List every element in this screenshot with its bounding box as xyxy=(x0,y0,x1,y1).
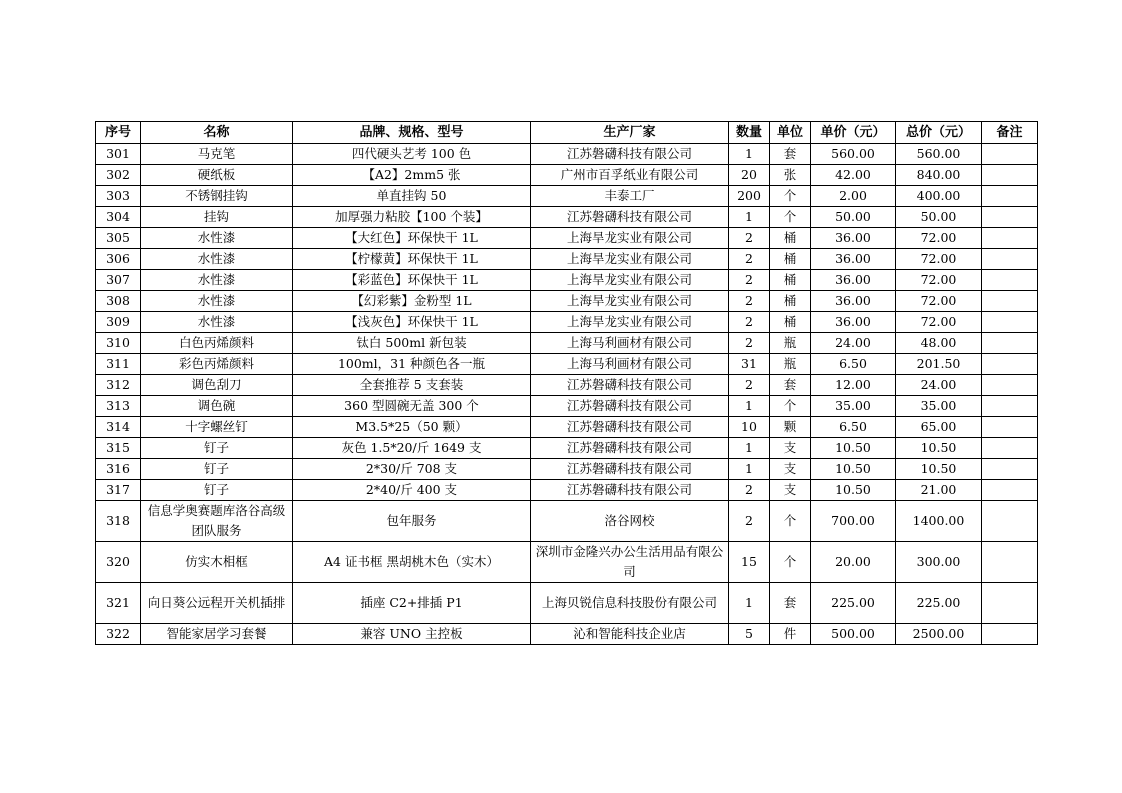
cell-spec: 钛白 500ml 新包装 xyxy=(293,333,531,354)
cell-unit-price: 24.00 xyxy=(811,333,896,354)
cell-unit: 桶 xyxy=(770,228,811,249)
cell-name: 信息学奥赛题库洛谷高级团队服务 xyxy=(141,501,293,542)
cell-index: 314 xyxy=(96,417,141,438)
cell-total-price: 72.00 xyxy=(896,291,982,312)
cell-spec: M3.5*25（50 颗） xyxy=(293,417,531,438)
cell-remarks xyxy=(982,459,1038,480)
cell-quantity: 2 xyxy=(729,312,770,333)
cell-total-price: 72.00 xyxy=(896,312,982,333)
cell-quantity: 31 xyxy=(729,354,770,375)
cell-manufacturer: 深圳市金隆兴办公生活用品有限公司 xyxy=(531,542,729,583)
cell-remarks xyxy=(982,270,1038,291)
procurement-table-sheet xyxy=(95,121,1038,645)
cell-unit: 张 xyxy=(770,165,811,186)
cell-quantity: 20 xyxy=(729,165,770,186)
cell-remarks xyxy=(982,228,1038,249)
cell-manufacturer: 江苏磐礴科技有限公司 xyxy=(531,480,729,501)
cell-total-price: 400.00 xyxy=(896,186,982,207)
cell-remarks xyxy=(982,624,1038,645)
procurement-table xyxy=(95,121,1038,645)
cell-spec: 插座 C2+排插 P1 xyxy=(293,583,531,624)
cell-index: 320 xyxy=(96,542,141,583)
cell-index: 308 xyxy=(96,291,141,312)
cell-name: 挂钩 xyxy=(141,207,293,228)
cell-name: 智能家居学习套餐 xyxy=(141,624,293,645)
cell-spec: 加厚强力粘胶【100 个装】 xyxy=(293,207,531,228)
cell-index: 321 xyxy=(96,583,141,624)
cell-unit: 个 xyxy=(770,542,811,583)
table-row xyxy=(96,165,1038,186)
cell-quantity: 1 xyxy=(729,144,770,165)
cell-index: 307 xyxy=(96,270,141,291)
cell-remarks xyxy=(982,333,1038,354)
cell-remarks xyxy=(982,542,1038,583)
cell-unit: 瓶 xyxy=(770,333,811,354)
cell-remarks xyxy=(982,186,1038,207)
cell-unit: 桶 xyxy=(770,291,811,312)
cell-spec: 【彩蓝色】环保快干 1L xyxy=(293,270,531,291)
cell-remarks xyxy=(982,249,1038,270)
cell-index: 322 xyxy=(96,624,141,645)
table-row xyxy=(96,291,1038,312)
header-unit: 单位 xyxy=(770,122,811,144)
cell-manufacturer: 江苏磐礴科技有限公司 xyxy=(531,207,729,228)
cell-total-price: 21.00 xyxy=(896,480,982,501)
cell-manufacturer: 上海旱龙实业有限公司 xyxy=(531,249,729,270)
cell-remarks xyxy=(982,165,1038,186)
cell-spec: 全套推荐 5 支套装 xyxy=(293,375,531,396)
cell-name: 十字螺丝钉 xyxy=(141,417,293,438)
cell-spec: 包年服务 xyxy=(293,501,531,542)
cell-index: 309 xyxy=(96,312,141,333)
cell-index: 315 xyxy=(96,438,141,459)
header-quantity: 数量 xyxy=(729,122,770,144)
table-row xyxy=(96,270,1038,291)
cell-total-price: 840.00 xyxy=(896,165,982,186)
cell-manufacturer: 江苏磐礴科技有限公司 xyxy=(531,375,729,396)
cell-name: 调色刮刀 xyxy=(141,375,293,396)
cell-quantity: 10 xyxy=(729,417,770,438)
cell-total-price: 2500.00 xyxy=(896,624,982,645)
table-header-row xyxy=(96,122,1038,144)
cell-total-price: 24.00 xyxy=(896,375,982,396)
table-row xyxy=(96,144,1038,165)
cell-spec: 【幻彩紫】金粉型 1L xyxy=(293,291,531,312)
cell-unit-price: 36.00 xyxy=(811,249,896,270)
cell-name: 彩色丙烯颜料 xyxy=(141,354,293,375)
cell-quantity: 2 xyxy=(729,249,770,270)
cell-unit-price: 10.50 xyxy=(811,480,896,501)
cell-remarks xyxy=(982,480,1038,501)
cell-unit-price: 12.00 xyxy=(811,375,896,396)
cell-unit-price: 10.50 xyxy=(811,459,896,480)
header-manufacturer: 生产厂家 xyxy=(531,122,729,144)
cell-total-price: 225.00 xyxy=(896,583,982,624)
cell-index: 311 xyxy=(96,354,141,375)
cell-manufacturer: 上海马利画材有限公司 xyxy=(531,354,729,375)
cell-unit: 桶 xyxy=(770,249,811,270)
table-row xyxy=(96,375,1038,396)
cell-name: 白色丙烯颜料 xyxy=(141,333,293,354)
cell-name: 水性漆 xyxy=(141,291,293,312)
cell-unit-price: 35.00 xyxy=(811,396,896,417)
cell-quantity: 2 xyxy=(729,480,770,501)
cell-unit: 桶 xyxy=(770,312,811,333)
cell-total-price: 72.00 xyxy=(896,249,982,270)
cell-total-price: 72.00 xyxy=(896,228,982,249)
table-row xyxy=(96,333,1038,354)
cell-quantity: 15 xyxy=(729,542,770,583)
cell-unit: 件 xyxy=(770,624,811,645)
table-row xyxy=(96,417,1038,438)
cell-remarks xyxy=(982,417,1038,438)
header-spec: 品牌、规格、型号 xyxy=(293,122,531,144)
cell-quantity: 2 xyxy=(729,501,770,542)
table-row xyxy=(96,249,1038,270)
table-row xyxy=(96,624,1038,645)
cell-spec: 360 型圆碗无盖 300 个 xyxy=(293,396,531,417)
cell-index: 305 xyxy=(96,228,141,249)
cell-index: 318 xyxy=(96,501,141,542)
cell-manufacturer: 丰泰工厂 xyxy=(531,186,729,207)
cell-remarks xyxy=(982,438,1038,459)
cell-unit: 个 xyxy=(770,186,811,207)
cell-name: 水性漆 xyxy=(141,270,293,291)
cell-name: 水性漆 xyxy=(141,228,293,249)
cell-quantity: 5 xyxy=(729,624,770,645)
cell-manufacturer: 广州市百孚纸业有限公司 xyxy=(531,165,729,186)
cell-total-price: 10.50 xyxy=(896,438,982,459)
cell-manufacturer: 上海旱龙实业有限公司 xyxy=(531,270,729,291)
cell-manufacturer: 上海马利画材有限公司 xyxy=(531,333,729,354)
header-remarks: 备注 xyxy=(982,122,1038,144)
cell-total-price: 300.00 xyxy=(896,542,982,583)
table-row xyxy=(96,542,1038,583)
cell-remarks xyxy=(982,144,1038,165)
cell-index: 316 xyxy=(96,459,141,480)
cell-unit-price: 2.00 xyxy=(811,186,896,207)
cell-index: 304 xyxy=(96,207,141,228)
cell-remarks xyxy=(982,501,1038,542)
cell-total-price: 48.00 xyxy=(896,333,982,354)
header-total-price: 总价（元） xyxy=(896,122,982,144)
table-row xyxy=(96,396,1038,417)
cell-spec: 单直挂钩 50 xyxy=(293,186,531,207)
cell-remarks xyxy=(982,291,1038,312)
cell-quantity: 1 xyxy=(729,207,770,228)
cell-index: 306 xyxy=(96,249,141,270)
cell-spec: 2*30/斤 708 支 xyxy=(293,459,531,480)
cell-remarks xyxy=(982,312,1038,333)
cell-quantity: 2 xyxy=(729,270,770,291)
cell-spec: 四代硬头艺考 100 色 xyxy=(293,144,531,165)
cell-total-price: 1400.00 xyxy=(896,501,982,542)
table-row xyxy=(96,501,1038,542)
cell-remarks xyxy=(982,396,1038,417)
cell-unit: 套 xyxy=(770,375,811,396)
cell-name: 调色碗 xyxy=(141,396,293,417)
cell-quantity: 1 xyxy=(729,396,770,417)
cell-spec: 【柠檬黄】环保快干 1L xyxy=(293,249,531,270)
cell-spec: 【浅灰色】环保快干 1L xyxy=(293,312,531,333)
cell-remarks xyxy=(982,375,1038,396)
cell-unit-price: 6.50 xyxy=(811,417,896,438)
cell-unit: 套 xyxy=(770,583,811,624)
header-index: 序号 xyxy=(96,122,141,144)
cell-unit-price: 50.00 xyxy=(811,207,896,228)
cell-index: 313 xyxy=(96,396,141,417)
cell-unit-price: 10.50 xyxy=(811,438,896,459)
cell-unit: 支 xyxy=(770,438,811,459)
cell-total-price: 201.50 xyxy=(896,354,982,375)
cell-unit-price: 20.00 xyxy=(811,542,896,583)
cell-quantity: 2 xyxy=(729,291,770,312)
table-row xyxy=(96,312,1038,333)
table-row xyxy=(96,186,1038,207)
cell-manufacturer: 上海旱龙实业有限公司 xyxy=(531,291,729,312)
cell-unit: 支 xyxy=(770,480,811,501)
cell-spec: 【A2】2mm5 张 xyxy=(293,165,531,186)
cell-quantity: 2 xyxy=(729,375,770,396)
cell-unit-price: 225.00 xyxy=(811,583,896,624)
table-row xyxy=(96,228,1038,249)
cell-remarks xyxy=(982,354,1038,375)
cell-index: 317 xyxy=(96,480,141,501)
cell-unit: 个 xyxy=(770,396,811,417)
cell-total-price: 35.00 xyxy=(896,396,982,417)
cell-total-price: 65.00 xyxy=(896,417,982,438)
cell-spec: 【大红色】环保快干 1L xyxy=(293,228,531,249)
cell-manufacturer: 江苏磐礴科技有限公司 xyxy=(531,438,729,459)
cell-name: 水性漆 xyxy=(141,249,293,270)
cell-unit: 桶 xyxy=(770,270,811,291)
table-row xyxy=(96,438,1038,459)
cell-unit-price: 6.50 xyxy=(811,354,896,375)
table-row xyxy=(96,207,1038,228)
cell-name: 水性漆 xyxy=(141,312,293,333)
table-row xyxy=(96,583,1038,624)
header-name: 名称 xyxy=(141,122,293,144)
cell-index: 301 xyxy=(96,144,141,165)
cell-index: 310 xyxy=(96,333,141,354)
cell-unit-price: 36.00 xyxy=(811,270,896,291)
cell-unit: 颗 xyxy=(770,417,811,438)
cell-manufacturer: 江苏磐礴科技有限公司 xyxy=(531,396,729,417)
cell-unit: 个 xyxy=(770,501,811,542)
cell-name: 硬纸板 xyxy=(141,165,293,186)
cell-unit-price: 36.00 xyxy=(811,291,896,312)
cell-manufacturer: 沁和智能科技企业店 xyxy=(531,624,729,645)
cell-manufacturer: 江苏磐礴科技有限公司 xyxy=(531,417,729,438)
cell-spec: 兼容 UNO 主控板 xyxy=(293,624,531,645)
table-row xyxy=(96,480,1038,501)
cell-quantity: 200 xyxy=(729,186,770,207)
cell-total-price: 10.50 xyxy=(896,459,982,480)
cell-total-price: 72.00 xyxy=(896,270,982,291)
table-row xyxy=(96,354,1038,375)
cell-index: 312 xyxy=(96,375,141,396)
cell-unit: 个 xyxy=(770,207,811,228)
cell-name: 不锈钢挂钩 xyxy=(141,186,293,207)
cell-unit: 套 xyxy=(770,144,811,165)
cell-spec: A4 证书框 黑胡桃木色（实木） xyxy=(293,542,531,583)
cell-spec: 灰色 1.5*20/斤 1649 支 xyxy=(293,438,531,459)
table-row xyxy=(96,459,1038,480)
cell-unit-price: 560.00 xyxy=(811,144,896,165)
cell-remarks xyxy=(982,583,1038,624)
cell-name: 仿实木相框 xyxy=(141,542,293,583)
cell-total-price: 560.00 xyxy=(896,144,982,165)
cell-unit-price: 36.00 xyxy=(811,312,896,333)
header-unit-price: 单价（元） xyxy=(811,122,896,144)
cell-unit: 瓶 xyxy=(770,354,811,375)
cell-manufacturer: 洛谷网校 xyxy=(531,501,729,542)
cell-quantity: 1 xyxy=(729,438,770,459)
cell-name: 钉子 xyxy=(141,480,293,501)
cell-index: 303 xyxy=(96,186,141,207)
cell-name: 向日葵公远程开关机插排 xyxy=(141,583,293,624)
cell-quantity: 2 xyxy=(729,333,770,354)
cell-remarks xyxy=(982,207,1038,228)
cell-name: 钉子 xyxy=(141,438,293,459)
cell-total-price: 50.00 xyxy=(896,207,982,228)
table-body xyxy=(96,144,1038,645)
cell-unit-price: 700.00 xyxy=(811,501,896,542)
cell-unit-price: 500.00 xyxy=(811,624,896,645)
cell-manufacturer: 江苏磐礴科技有限公司 xyxy=(531,459,729,480)
cell-manufacturer: 江苏磐礴科技有限公司 xyxy=(531,144,729,165)
cell-name: 马克笔 xyxy=(141,144,293,165)
cell-name: 钉子 xyxy=(141,459,293,480)
cell-manufacturer: 上海旱龙实业有限公司 xyxy=(531,312,729,333)
cell-spec: 2*40/斤 400 支 xyxy=(293,480,531,501)
cell-index: 302 xyxy=(96,165,141,186)
cell-quantity: 1 xyxy=(729,459,770,480)
cell-quantity: 1 xyxy=(729,583,770,624)
cell-spec: 100ml，31 种颜色各一瓶 xyxy=(293,354,531,375)
cell-quantity: 2 xyxy=(729,228,770,249)
cell-unit-price: 42.00 xyxy=(811,165,896,186)
cell-unit-price: 36.00 xyxy=(811,228,896,249)
cell-unit: 支 xyxy=(770,459,811,480)
cell-manufacturer: 上海旱龙实业有限公司 xyxy=(531,228,729,249)
cell-manufacturer: 上海贝锐信息科技股份有限公司 xyxy=(531,583,729,624)
